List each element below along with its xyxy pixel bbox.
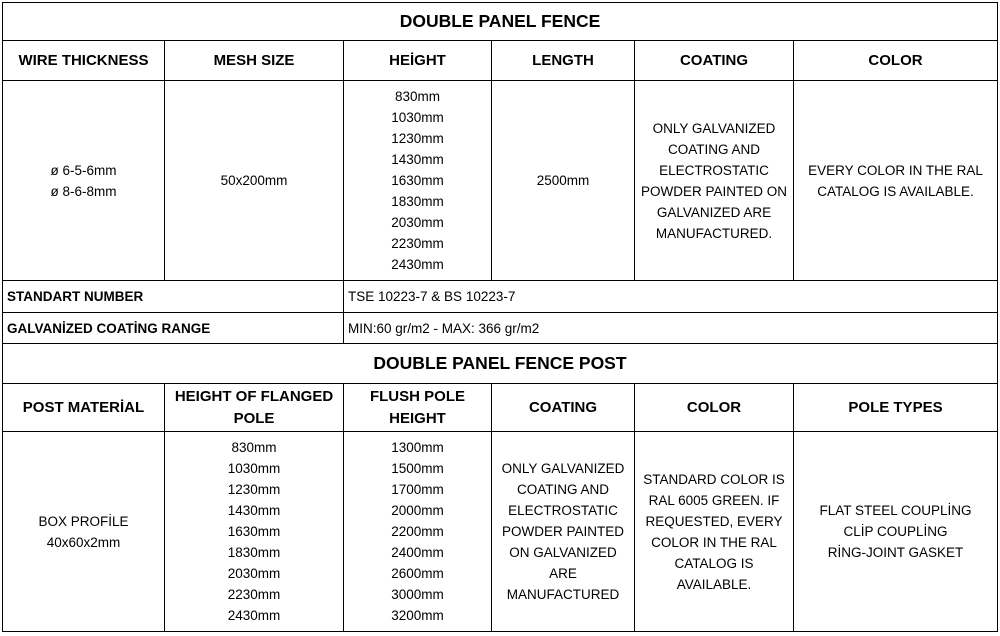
color-line: EVERY COLOR IN THE RAL (808, 162, 983, 178)
flanged-height-value: 1630mm (227, 524, 281, 539)
header-coating: COATING (635, 41, 794, 81)
color-cell (794, 81, 998, 281)
height-value: 1430mm (391, 152, 444, 167)
flanged-height-value: 1030mm (227, 461, 281, 476)
height-value: 830mm (394, 89, 440, 104)
coating-line: MANUFACTURED. (655, 225, 773, 241)
post-coating-line: ELECTROSTATIC (508, 503, 618, 518)
coating-line: GALVANIZED ARE (656, 204, 772, 220)
header-mesh-size: MESH SIZE (165, 41, 344, 81)
header-length: LENGTH (492, 41, 635, 81)
flush-height-value: 2000mm (391, 503, 444, 518)
coating-cell (635, 81, 794, 281)
flanged-height-value: 2230mm (227, 587, 281, 602)
coating-line: ELECTROSTATIC (659, 162, 769, 178)
header-color: COLOR (794, 41, 998, 81)
wire-thickness-value: ø 6-5-6mm (50, 162, 117, 178)
length-cell: 2500mm (492, 81, 635, 281)
post-coating-line: ONLY GALVANIZED (501, 461, 625, 476)
height-value: 2430mm (391, 257, 444, 272)
coating-line: POWDER PAINTED ON (640, 183, 787, 199)
pole-types-cell (794, 432, 998, 632)
flanged-height-value: 1430mm (227, 503, 281, 518)
post-color-line: COLOR IN THE RAL (651, 534, 777, 550)
mesh-size-cell: 50x200mm (165, 81, 344, 281)
post-coating-line: POWDER PAINTED (501, 524, 624, 539)
post-coating-line: MANUFACTURED (506, 587, 620, 602)
flanged-height-value: 830mm (231, 440, 277, 455)
flush-height-value: 1700mm (391, 482, 444, 497)
post-color-cell (635, 432, 794, 632)
flush-height-value: 2600mm (391, 566, 444, 581)
flush-height-value: 2200mm (391, 524, 444, 539)
wire-thickness-cell (3, 81, 165, 281)
post-coating-line: ARE (549, 566, 577, 581)
galvanized-range-label: GALVANİZED COATİNG RANGE (3, 313, 344, 344)
post-color-line: REQUESTED, EVERY (645, 513, 783, 529)
post-color-line: STANDARD COLOR IS (643, 471, 785, 487)
post-coating-line: ON GALVANIZED (509, 545, 617, 560)
flush-height-value: 3000mm (391, 587, 444, 602)
header-pole-types: POLE TYPES (794, 384, 998, 432)
standard-number-value: TSE 10223-7 & BS 10223-7 (344, 281, 998, 313)
post-material-cell (3, 432, 165, 632)
spec-table (2, 2, 998, 632)
post-color-line: RAL 6005 GREEN. IF (648, 492, 780, 508)
flush-height-value: 3200mm (391, 608, 444, 623)
flanged-height-value: 1230mm (227, 482, 281, 497)
header-post-coating: COATING (492, 384, 635, 432)
height-cell (344, 81, 492, 281)
post-coating-cell (492, 432, 635, 632)
post-material-line: 40x60x2mm (46, 534, 121, 550)
header-flanged-pole-height: HEIGHT OF FLANGED POLE (165, 384, 344, 432)
flush-height-value: 2400mm (391, 545, 444, 560)
wire-thickness-value: ø 8-6-8mm (50, 183, 117, 199)
post-title: DOUBLE PANEL FENCE POST (3, 344, 998, 384)
height-value: 2030mm (391, 215, 444, 230)
header-flush-pole-height: FLUSH POLE HEIGHT (344, 384, 492, 432)
standard-number-label: STANDART NUMBER (3, 281, 344, 313)
flanged-height-value: 2430mm (227, 608, 281, 623)
flanged-height-value: 2030mm (227, 566, 281, 581)
post-coating-line: COATING AND (516, 482, 609, 497)
pole-type-line: FLAT STEEL COUPLİNG (819, 503, 972, 518)
pole-type-line: CLİP COUPLİNG (843, 524, 948, 539)
flush-height-value: 1500mm (391, 461, 444, 476)
header-post-material: POST MATERİAL (3, 384, 165, 432)
header-height: HEİGHT (344, 41, 492, 81)
post-color-line: AVAILABLE. (676, 576, 752, 592)
post-color-line: CATALOG IS (674, 555, 754, 571)
header-post-color: COLOR (635, 384, 794, 432)
flanged-height-value: 1830mm (227, 545, 281, 560)
height-value: 2230mm (391, 236, 444, 251)
flanged-height-cell (165, 432, 344, 632)
height-value: 1830mm (391, 194, 444, 209)
pole-type-line: RİNG-JOINT GASKET (827, 545, 964, 560)
height-value: 1230mm (391, 131, 444, 146)
galvanized-range-value: MIN:60 gr/m2 - MAX: 366 gr/m2 (344, 313, 998, 344)
height-value: 1630mm (391, 173, 444, 188)
fence-title: DOUBLE PANEL FENCE (3, 3, 998, 41)
header-wire-thickness: WIRE THICKNESS (3, 41, 165, 81)
color-line: CATALOG IS AVAILABLE. (817, 183, 974, 199)
flush-height-cell (344, 432, 492, 632)
height-value: 1030mm (391, 110, 444, 125)
post-material-line: BOX PROFİLE (38, 513, 129, 529)
flush-height-value: 1300mm (391, 440, 444, 455)
coating-line: COATING AND (667, 141, 760, 157)
coating-line: ONLY GALVANIZED (652, 120, 776, 136)
